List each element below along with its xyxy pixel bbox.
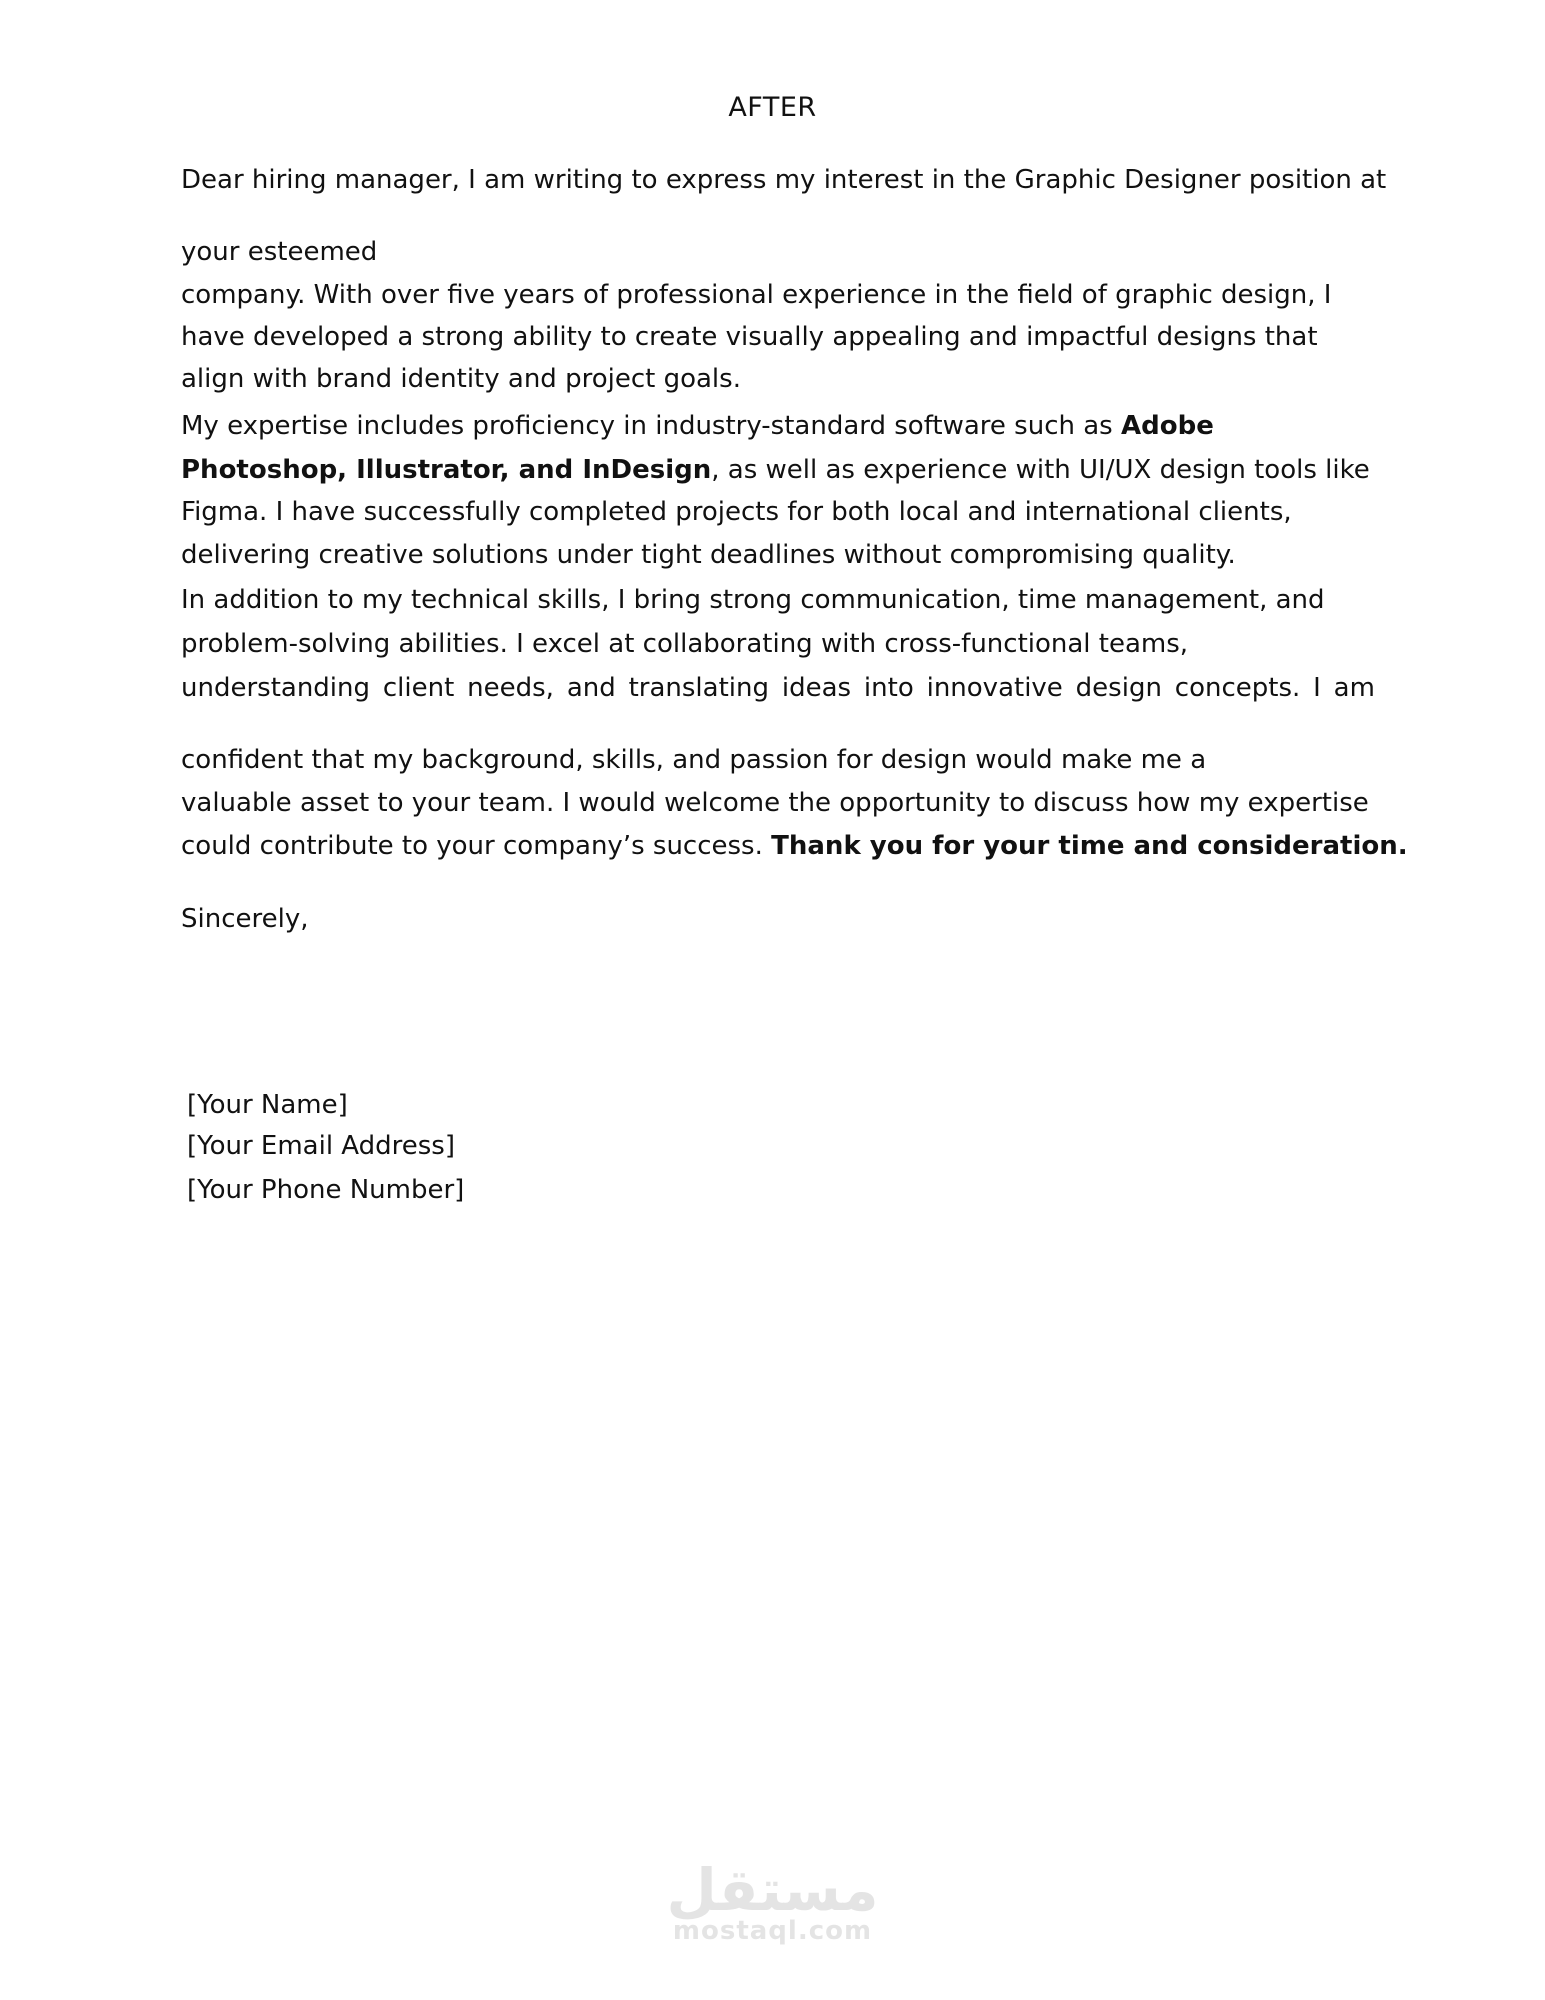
letter-line-11: problem-solving abilities. I excel at collaborating with cross-functional teams, (181, 629, 1189, 659)
letter-line-9: delivering creative solutions under tight deadlines without compromising quality. (181, 540, 1236, 570)
letter-line-15 (181, 829, 1408, 863)
letter-line-13: confident that my background, skills, and passion for design would make me a (181, 745, 1207, 775)
letter-line-2: your esteemed (181, 237, 378, 267)
letter-line-12-word: translating (628, 673, 769, 703)
letter-line-6-bold: Adobe (1121, 411, 1214, 441)
letter-line-12-word: I (1313, 673, 1321, 703)
letter-line-4: have developed a strong ability to create visually appealing and impactful designs that (181, 322, 1318, 352)
letter-line-12 (181, 671, 1375, 705)
letter-line-15-text: could contribute to your company’s success. (181, 831, 772, 861)
letter-line-1: Dear hiring manager, I am writing to express my interest in the Graphic Designer position at (181, 165, 1387, 195)
letter-line-12-word: ideas (781, 673, 852, 703)
letter-line-6 (181, 409, 1214, 443)
watermark-logo-arabic: مستقل (666, 1856, 879, 1924)
letter-line-12-word: into (863, 673, 914, 703)
letter-line-5: align with brand identity and project goals. (181, 364, 741, 394)
letter-line-12-word: needs, (467, 673, 554, 703)
letter-line-8: Figma. I have successfully completed projects for both local and international clients, (181, 497, 1292, 527)
letter-line-3: company. With over five years of professional experience in the field of graphic design, I (181, 280, 1332, 310)
letter-line-12-word: design (1075, 673, 1162, 703)
letter-line-14: valuable asset to your team. I would welcome the opportunity to discuss how my expertise (181, 788, 1369, 818)
letter-line-15-bold: Thank you for your time and consideration. (771, 831, 1408, 861)
letter-line-7-text: , as well as experience with UI/UX design tools like (711, 455, 1370, 485)
letter-line-12-word: innovative (926, 673, 1063, 703)
signature-name: [Your Name] (187, 1090, 348, 1120)
letter-line-12-word: understanding (181, 673, 371, 703)
closing-text: Sincerely, (181, 904, 309, 934)
signature-phone: [Your Phone Number] (187, 1175, 465, 1205)
signature-email: [Your Email Address] (187, 1131, 455, 1161)
watermark-logo-latin: mostaql.com (672, 1916, 873, 1946)
letter-line-7 (181, 453, 1370, 487)
letter-line-12-word: concepts. (1174, 673, 1301, 703)
letter-line-12-word: and (566, 673, 616, 703)
letter-line-12-word: am (1333, 673, 1375, 703)
page-title: AFTER (728, 92, 817, 123)
letter-line-10: In addition to my technical skills, I bring strong communication, time management, and (181, 585, 1325, 615)
letter-line-12-word: client (382, 673, 455, 703)
letter-line-7-bold: Photoshop, Illustrator, and InDesign (181, 455, 712, 485)
letter-line-6-text: My expertise includes proficiency in industry-standard software such as (181, 411, 1121, 441)
